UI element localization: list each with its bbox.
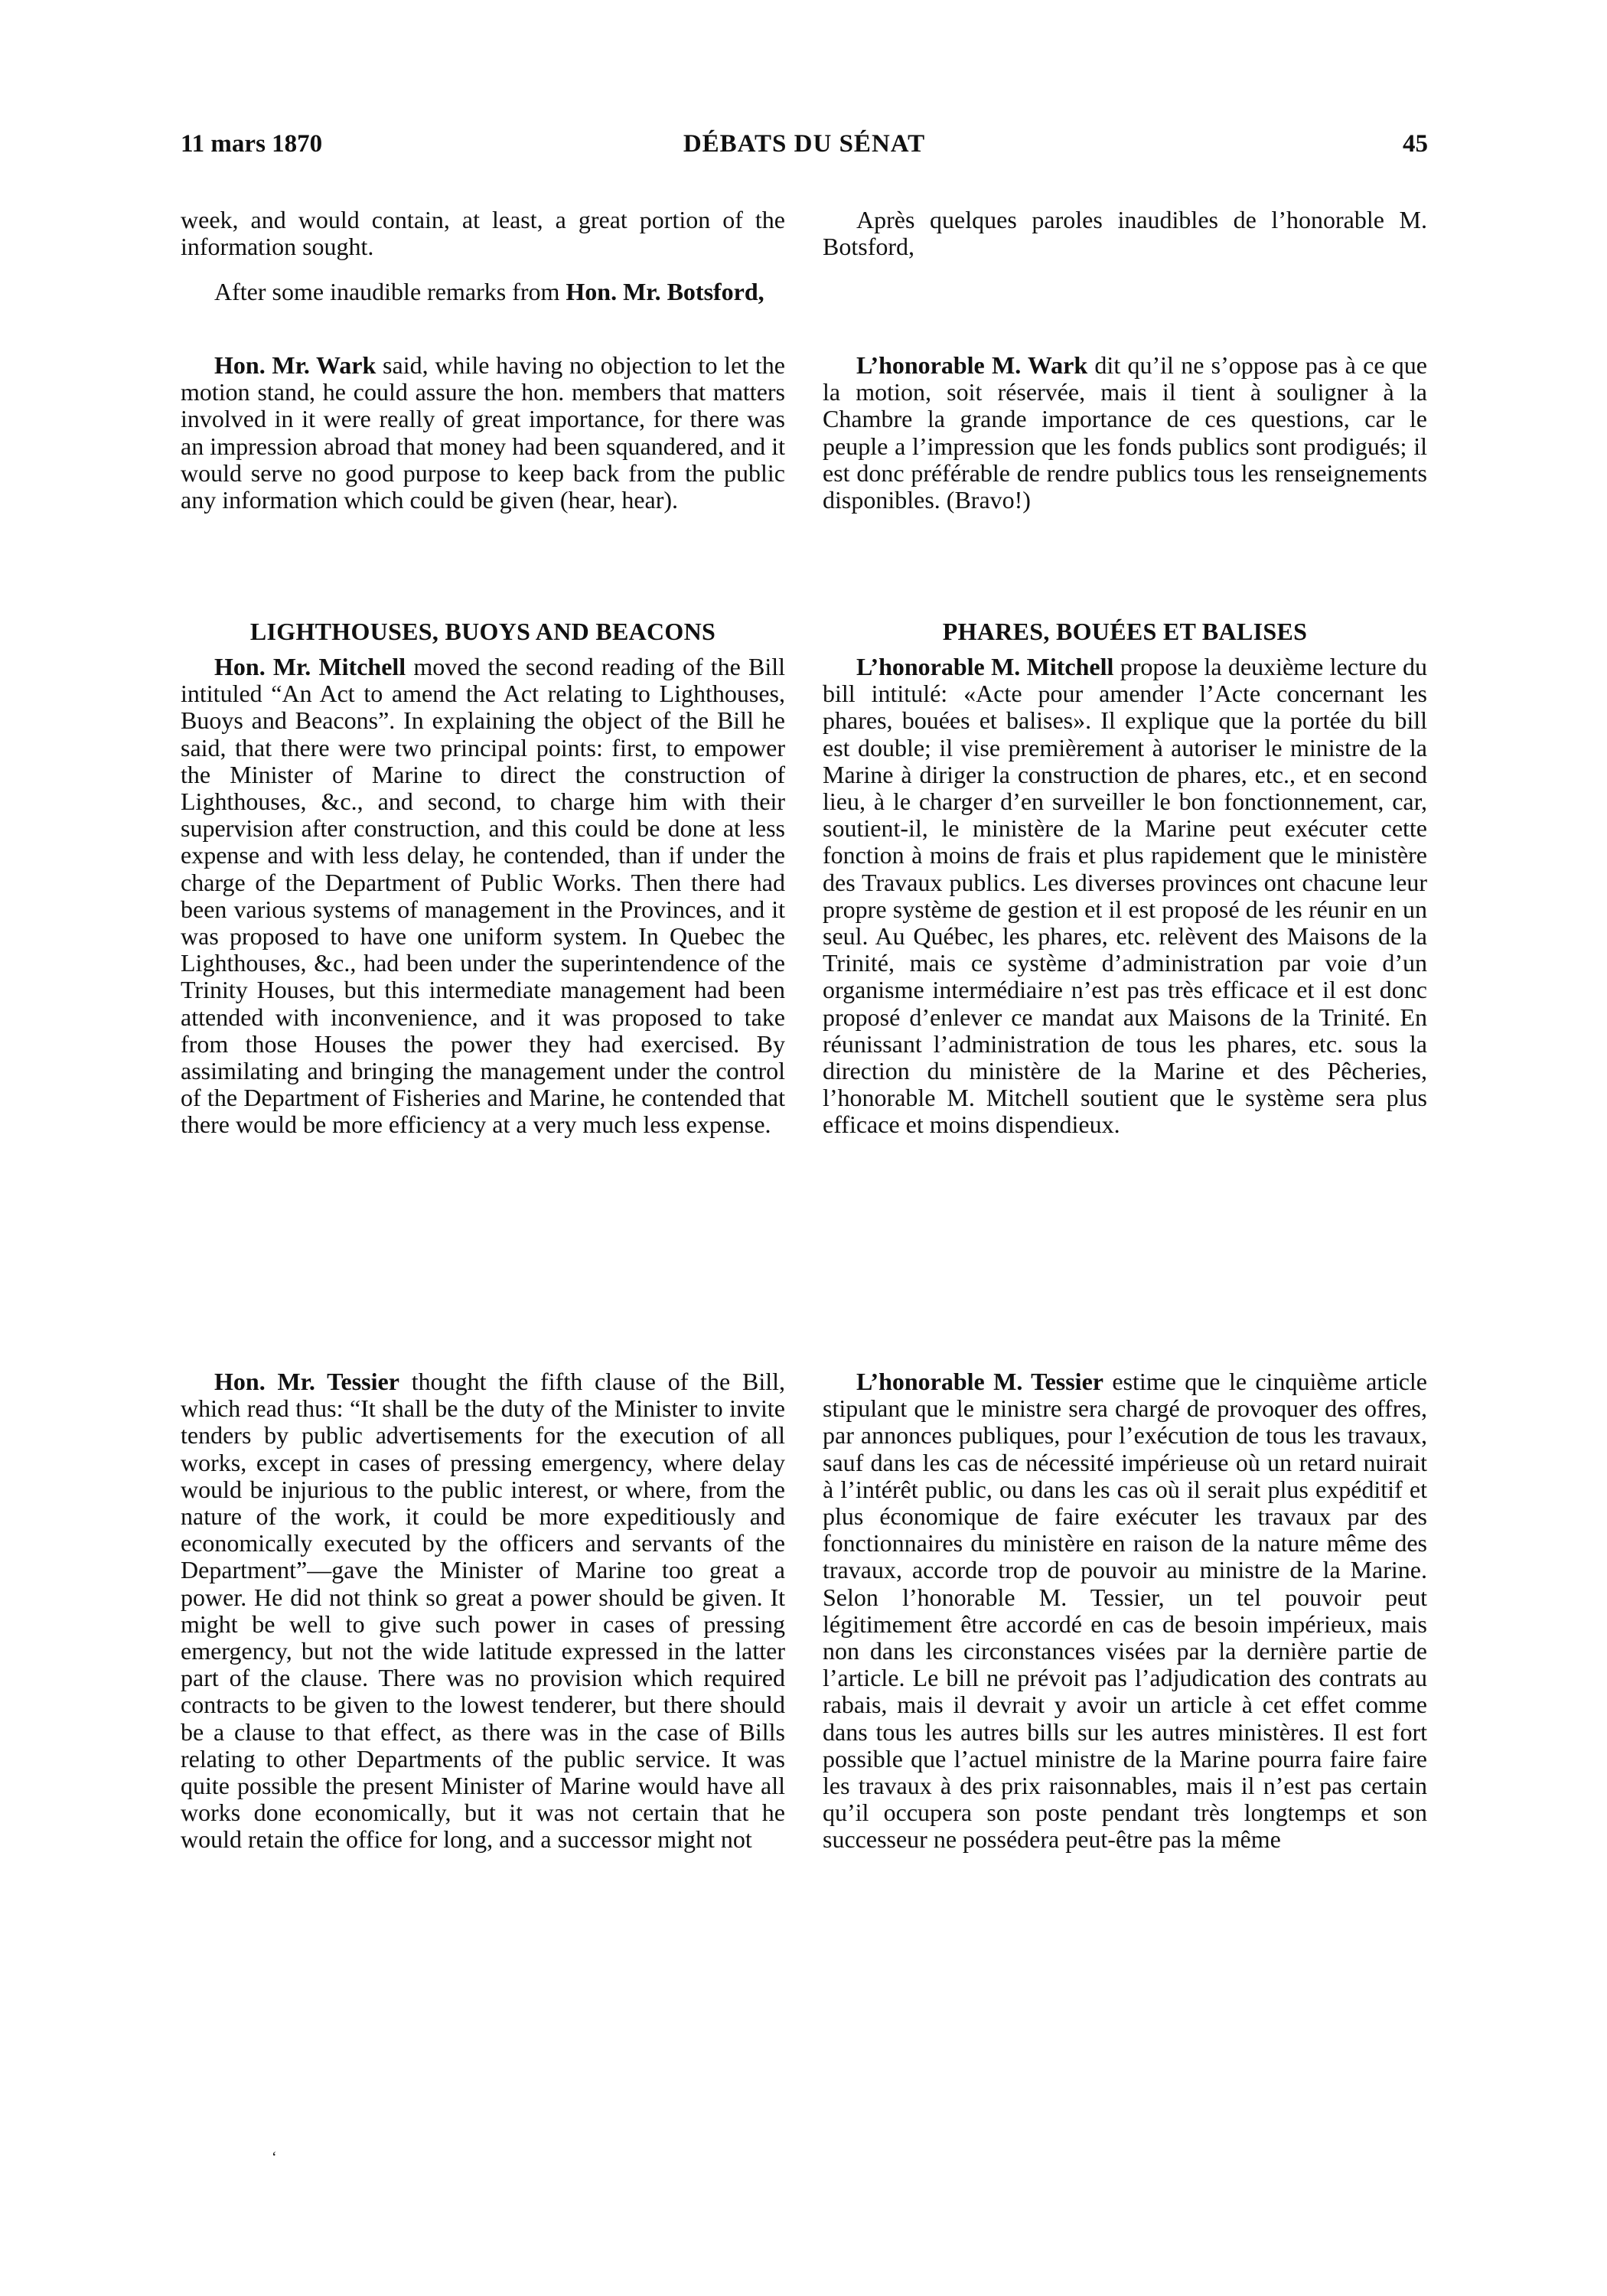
fr-heading-text: PHARES, BOUÉES ET BALISES	[942, 618, 1308, 645]
speaker-wark: Hon. Mr. Wark	[214, 351, 376, 379]
fr-paragraph-3	[823, 654, 1427, 1139]
stray-ink-mark: ‘	[272, 2149, 277, 2166]
fr-p4-text: estime que le cinquième article stipulant que le ministre sera chargé de provoquer des offres, par annonces publiques, pour l’exécution de tous les travaux, sauf dans les cas de nécessité impérieuse où un retard nuirait à l’intérêt public, ou dans les cas où il serait plus expéditif et plus économique de faire exécuter les travaux par des fonctionnaires du ministère en raison de la nature même des travaux, accorde trop de pouvoir au ministre de la Marine. Selon l’honorable M. Tessier, un tel pouvoir peut légitimement être accordé en cas de besoin impérieux, mais non dans les circonstances visées par la dernière partie de l’article. Le bill ne prévoit pas l’adjudication des contrats au rabais, mais il devrait y avoir un article à cet effet comme dans tous les autres bills sur les autres ministères. Il est fort possible que l’actuel ministre de la Marine pourra faire faire les travaux à des prix raisonnables, mais il n’est pas certain qu’il occupera son poste pendant très longtemps et son successeur ne possédera peut-être pas la même	[823, 1368, 1428, 1854]
en-paragraph-1-text: week, and would contain, at least, a great portion of the information sought.	[181, 206, 785, 261]
fr-section-heading	[823, 618, 1427, 645]
en-paragraph-1	[181, 207, 785, 260]
en-paragraph-5	[181, 1368, 785, 1854]
fr-paragraph-1	[823, 207, 1427, 260]
fr-paragraph-2	[823, 352, 1427, 514]
fr-p3-text: propose la deuxième lecture du bill intitulé: «Acte pour amender l’Acte concernant les phares, bouées et balises». Il explique que la portée du bill est double; il vise premièrement à autoriser le ministre de la Marine à diriger la construction de phares, etc., et en second lieu, à le charger d’en surveiller le bon fonctionnement, car, soutient-il, le ministère de la Marine peut exécuter cette fonction à moins de frais et plus rapidement que le ministère des Travaux publics. Les diverses provinces ont chacune leur propre système de gestion et il est proposé de les réunir en un seul. Au Québec, les phares, etc. relèvent des Maisons de la Trinité, mais ce système d’administration par voie d’un organisme intermédiaire n’est pas très efficace et il est donc proposé d’enlever ce mandat aux Maisons de la Trinité. En réunissant l’administration de tous les phares, etc. sous la direction du ministère de la Marine et des Pêcheries, l’honorable M. Mitchell soutient que le système sera plus efficace et moins dispendieux.	[823, 653, 1428, 1139]
en-p2-text: After some inaudible remarks from	[214, 278, 566, 305]
speaker-wark-fr: L’honorable M. Wark	[856, 351, 1088, 379]
speaker-tessier-fr: L’honorable M. Tessier	[856, 1368, 1103, 1395]
header-title: DÉBATS DU SÉNAT	[683, 130, 926, 158]
page-number: 45	[1403, 130, 1428, 158]
en-paragraph-2	[181, 279, 785, 305]
speaker-tessier: Hon. Mr. Tessier	[214, 1368, 399, 1395]
fr-paragraph-1-text: Après quelques paroles inaudibles de l’honorable M. Botsford,	[823, 206, 1427, 261]
en-p5-text: thought the fifth clause of the Bill, which read thus: “It shall be the duty of the Minister to invite tenders by public advertisements for the execution of all works, except in cases of pressing emergency, where delay would be injurious to the public interest, or where, from the nature of the work, it could be more expeditiously and economically executed by the officers and servants of the Department”—gave the Minister of Marine too great a power. He did not think so great a power should be given. It might be well to give such power in cases of pressing emergency, but not the wide latitude expressed in the latter part of the clause. There was no provision which required contracts to be given to the lowest tenderer, but there should be a clause to that effect, as there was in the case of Bills relating to other Departments of the public service. It was quite possible the present Minister of Marine would have all works done economically, but it was not certain that he would retain the office for long, and a successor might not	[181, 1368, 786, 1854]
running-header	[181, 130, 1428, 168]
en-paragraph-3	[181, 352, 785, 514]
en-p4-text: moved the second reading of the Bill intituled “An Act to amend the Act relating to Lighthouses, Buoys and Beacons”. In explaining the object of the Bill he said, that there were two principal points: first, to empower the Minister of Marine to direct the construction of Lighthouses, &c., and second, to charge him with their supervision after construction, and this could be done at less expense and with less delay, he contended, than if under the charge of the Department of Public Works. Then there had been various systems of management in the Provinces, and it was proposed to have one uniform system. In Quebec the Lighthouses, &c., had been under the superintendence of the Trinity Houses, but this intermediate management had been attended with inconvenience, and it was proposed to take from those Houses the power they had exercised. By assimilating and bringing the management under the control of the Department of Fisheries and Marine, he contended that there would be more efficiency at a very much less expense.	[181, 653, 786, 1139]
speaker-mitchell-fr: L’honorable M. Mitchell	[856, 653, 1114, 680]
fr-paragraph-4	[823, 1368, 1427, 1854]
header-date: 11 mars 1870	[181, 130, 323, 158]
speaker-mitchell: Hon. Mr. Mitchell	[214, 653, 406, 680]
speaker-botsford: Hon. Mr. Botsford,	[566, 278, 764, 305]
fr-p2-text: dit qu’il ne s’oppose pas à ce que la motion, soit réservée, mais il tient à souligner à la Chambre la grande importance de ces questions, car le peuple a l’impression que les fonds publics sont prodigués; il est donc préférable de rendre publics tous les renseignements disponibles. (Bravo!)	[823, 351, 1427, 514]
en-heading-text: LIGHTHOUSES, BUOYS AND BEACONS	[249, 618, 716, 645]
en-p3-text: said, while having no objection to let the motion stand, he could assure the hon. members that matters involved in it were really of great importance, for there was an impression abroad that money had been squandered, and it would serve no good purpose to keep back from the public any information which could be given (hear, hear).	[181, 351, 786, 514]
en-section-heading	[181, 618, 785, 645]
en-paragraph-4	[181, 654, 785, 1139]
